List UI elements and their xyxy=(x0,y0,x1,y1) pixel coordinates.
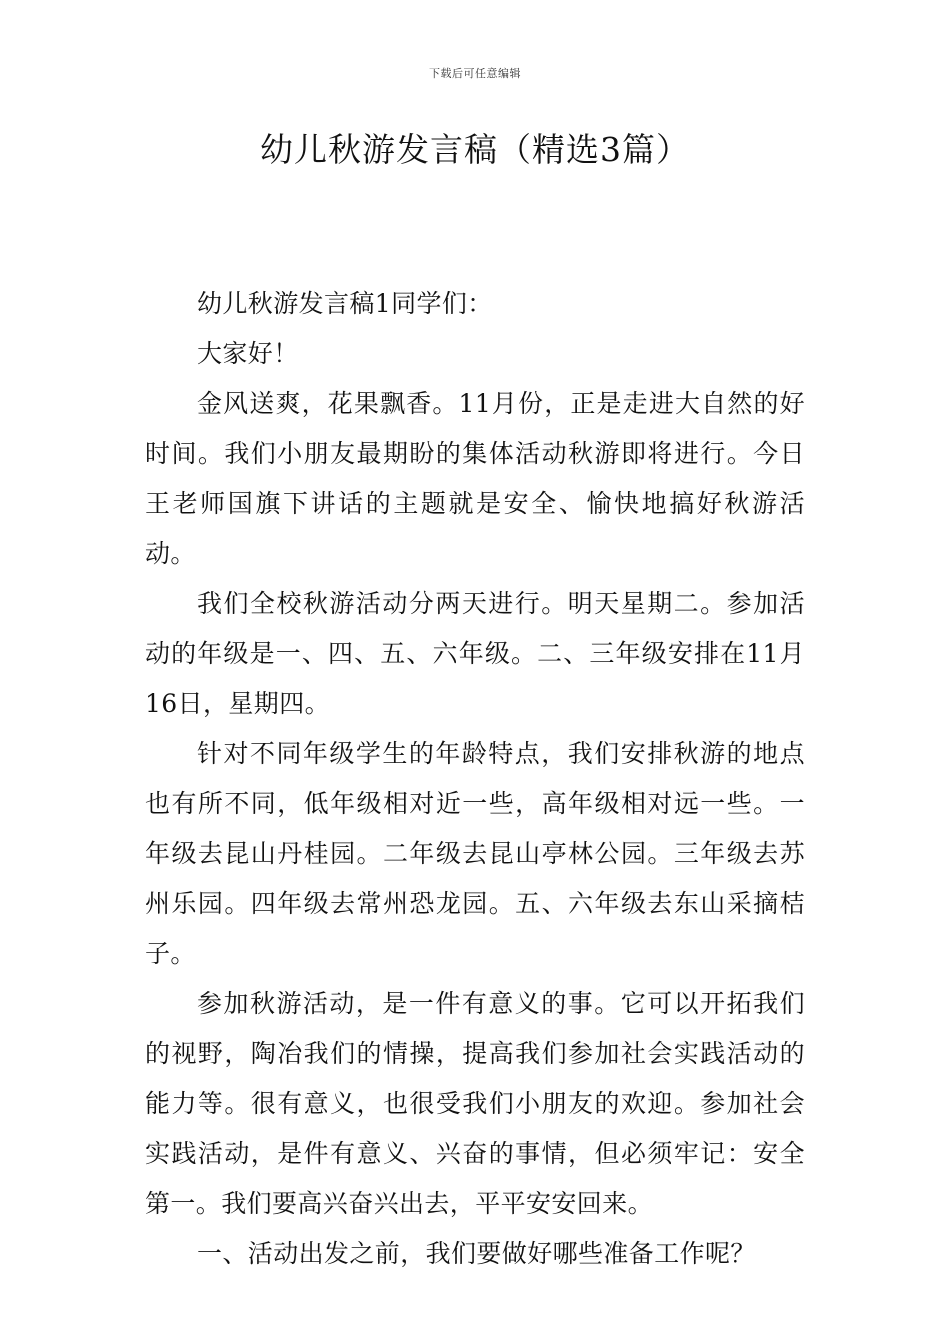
paragraph-significance: 参加秋游活动，是一件有意义的事。它可以开拓我们的视野，陶冶我们的情操，提高我们参加社会实践活动的能力等。很有意义，也很受我们小朋友的欢迎。参加社会实践活动，是件有意义、兴奋的事情，但必须牢记：安全第一。我们要高兴奋兴出去，平平安安回来。 xyxy=(145,989,805,1218)
paragraph-locations: 针对不同年级学生的年龄特点，我们安排秋游的地点也有所不同，低年级相对近一些，高年级相对远一些。一年级去昆山丹桂园。二年级去昆山亭林公园。三年级去苏州乐园。四年级去常州恐龙园。五、六年级去东山采摘桔子。 xyxy=(145,739,805,968)
paragraph-intro: 金风送爽，花果飘香。11月份，正是走进大自然的好时间。我们小朋友最期盼的集体活动秋游即将进行。今日王老师国旗下讲话的主题就是安全、愉快地搞好秋游活动。 xyxy=(145,389,805,568)
paragraph-greeting: 幼儿秋游发言稿1同学们： xyxy=(197,289,493,318)
header-note: 下载后可任意编辑 xyxy=(429,67,521,80)
document-body xyxy=(145,279,805,1279)
paragraph-hello: 大家好！ xyxy=(197,339,299,368)
document-title: 幼儿秋游发言稿（精选3篇） xyxy=(260,130,690,169)
paragraph-schedule: 我们全校秋游活动分两天进行。明天星期二。参加活动的年级是一、四、五、六年级。二、三年级安排在11月16日，星期四。 xyxy=(145,589,805,718)
paragraph-preparation: 一、活动出发之前，我们要做好哪些准备工作呢？ xyxy=(197,1239,756,1268)
